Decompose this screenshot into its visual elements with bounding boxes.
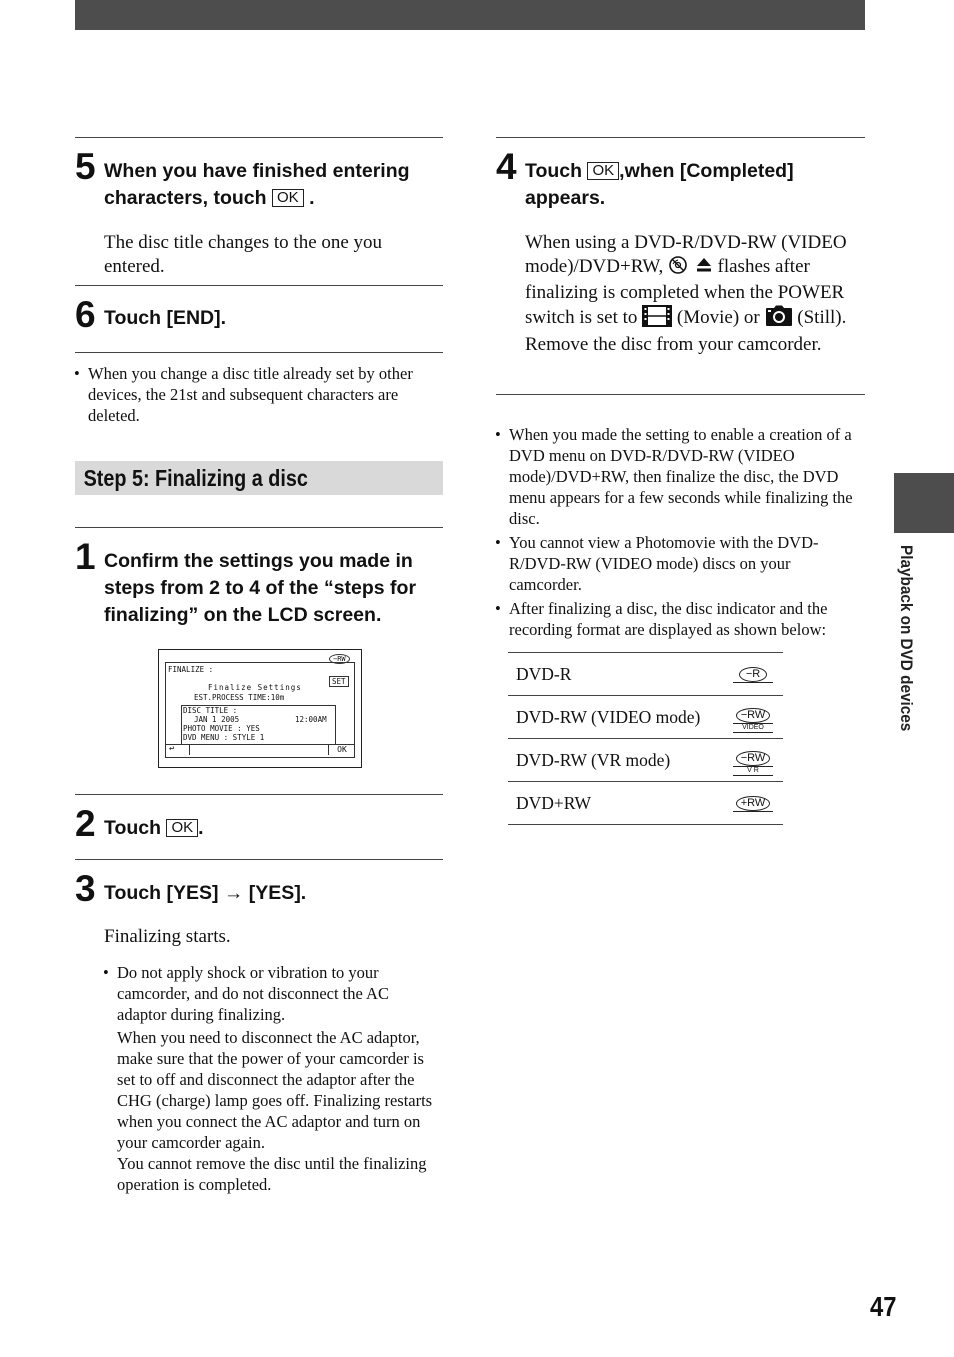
side-tab-marker — [894, 473, 954, 533]
disc-indicator-table — [508, 652, 783, 825]
note-item: • After finalizing a disc, the disc indicator and the recording format are displayed as shown below: — [495, 598, 863, 640]
lcd-bottom-rule — [166, 744, 354, 745]
lcd-settings-title: Finalize Settings — [208, 683, 302, 692]
divider — [75, 137, 443, 138]
lcd-date: JAN 1 2005 — [194, 715, 240, 724]
step-body-text: When using a DVD-R/DVD-RW (VIDEO mode)/DVD+RW, — [525, 232, 847, 277]
lcd-time: 12:00AM — [295, 715, 327, 724]
step-title: Confirm the settings you made in steps from 2 to 4 of the “steps for finalizing” on the LCD screen. — [104, 550, 417, 626]
divider — [75, 285, 443, 286]
step-body: The disc title changes to the one you entered. — [104, 232, 383, 277]
note-item: • When you made the setting to enable a creation of a DVD menu on DVD-R/DVD-RW (VIDEO mode)/DVD+RW, then finalize the disc, the DVD menu appears for a few seconds while finalizing the disc. — [495, 424, 863, 529]
top-bar — [75, 0, 865, 30]
disc-badge: −RW — [736, 751, 771, 766]
disc-indicator-icon — [723, 782, 783, 825]
step-title-end: ,when [Completed] appears. — [525, 160, 794, 209]
step-title-end: . — [198, 817, 204, 839]
table-row — [508, 782, 783, 825]
step-title: Touch [YES] → [YES]. — [104, 882, 307, 904]
table-row — [508, 739, 783, 782]
camera-icon — [765, 305, 793, 334]
lcd-settings-box — [181, 705, 336, 745]
disc-type-cell: DVD+RW — [508, 782, 723, 825]
disc-finalize-icon — [668, 255, 690, 282]
step-title-text: Touch — [104, 817, 162, 839]
table-row — [508, 653, 783, 696]
divider — [75, 794, 443, 795]
lcd-ok-button[interactable]: OK — [328, 745, 355, 755]
disc-format-label: V R — [733, 766, 773, 776]
disc-type-cell: DVD-RW (VIDEO mode) — [508, 696, 723, 739]
disc-type-cell: DVD-RW (VR mode) — [508, 739, 723, 782]
step-title: Touch [END]. — [104, 307, 227, 329]
step-title — [525, 158, 860, 212]
step-number: 3 — [75, 868, 96, 909]
eject-icon — [695, 256, 713, 281]
movie-icon — [642, 305, 672, 334]
disc-badge: −RW — [736, 708, 771, 723]
disc-indicator-icon — [723, 653, 783, 696]
lcd-back-button[interactable]: ↩ — [169, 745, 190, 755]
note-item-continued: You cannot remove the disc until the finalizing operation is completed. — [117, 1154, 427, 1194]
disc-indicator-icon — [723, 739, 783, 782]
side-tab-text: Playback on DVD devices — [897, 545, 916, 732]
ok-button-symbol: OK — [587, 162, 619, 180]
table-row — [508, 696, 783, 739]
disc-indicator-underline — [733, 811, 773, 816]
lcd-finalize-label: FINALIZE : — [168, 665, 214, 674]
side-tab-label — [896, 545, 920, 765]
lcd-disc-badge: −RW — [329, 654, 350, 664]
divider — [75, 527, 443, 528]
step-number: 2 — [75, 803, 96, 844]
step-number: 6 — [75, 294, 96, 335]
divider — [75, 352, 443, 353]
lcd-disc-title-label: DISC TITLE : — [183, 706, 238, 715]
step-body-text: (Still). Remove the disc from your camcorder. — [525, 306, 847, 355]
note-item-continued: When you need to disconnect the AC adaptor, make sure that the power of your camcorder is set to off and disconnect the adaptor after the CHG (charge) lamp goes off. Finalizing restarts when you connect the AC adaptor and turn on your camcorder again. — [117, 1028, 433, 1152]
ok-button-symbol: OK — [272, 189, 304, 207]
note-item: • You cannot view a Photomovie with the DVD-R/DVD-RW (VIDEO mode) discs on your camcorder. — [495, 532, 863, 595]
step-title — [104, 158, 444, 212]
step-title — [104, 815, 434, 842]
section-header-title: Step 5: Finalizing a disc — [83, 465, 308, 491]
step-body — [525, 231, 863, 357]
step-body-text: flashes after finalizing is completed when the POWER switch is set to — [525, 255, 845, 328]
step-number: 4 — [496, 146, 517, 187]
step-body: Finalizing starts. — [104, 926, 231, 947]
disc-indicator-icon — [723, 696, 783, 739]
disc-badge: −R — [739, 667, 767, 682]
ok-button-symbol: OK — [166, 819, 198, 837]
step-title-text: Touch — [525, 160, 583, 182]
disc-badge: +RW — [736, 796, 771, 811]
step-notes — [103, 962, 439, 1195]
divider — [496, 394, 865, 395]
step-body-text: (Movie) or — [676, 306, 760, 328]
divider — [75, 859, 443, 860]
step-title-end: . — [309, 187, 315, 209]
note-item: • When you change a disc title already set by other devices, the 21st and subsequent characters are deleted. — [74, 363, 418, 426]
page-number: 47 — [870, 1291, 897, 1322]
lcd-dvd-menu: DVD MENU : STYLE 1 — [183, 733, 265, 742]
note-item: • Do not apply shock or vibration to your camcorder, and do not disconnect the AC adaptor during finalizing. — [103, 962, 439, 1025]
step-number: 5 — [75, 146, 96, 187]
divider — [496, 137, 865, 138]
disc-indicator-underline — [733, 682, 773, 687]
lcd-est-time: EST.PROCESS TIME:10m — [194, 693, 285, 702]
step-title-text: When you have finished entering characters, touch — [104, 160, 410, 209]
disc-format-label: VIDEO — [733, 723, 773, 733]
lcd-photo-movie: PHOTO MOVIE : YES — [183, 724, 260, 733]
lcd-panel — [165, 662, 355, 758]
disc-type-cell: DVD-R — [508, 653, 723, 696]
lcd-set-button[interactable]: SET — [329, 676, 349, 687]
section-header — [75, 461, 443, 495]
lcd-screen-illustration — [158, 649, 362, 768]
step-number: 1 — [75, 536, 96, 577]
notes-list — [495, 424, 863, 640]
